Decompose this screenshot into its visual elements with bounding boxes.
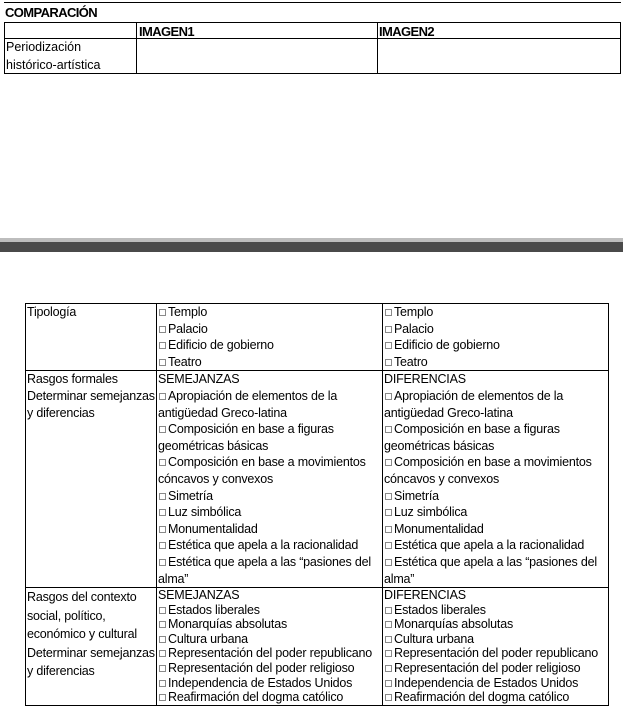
comparison-title: COMPARACIÓN [5, 5, 98, 20]
checkbox-icon[interactable] [159, 665, 166, 672]
row-label-cell [26, 588, 157, 706]
checkbox-icon[interactable] [385, 526, 392, 533]
checklist-item [384, 304, 608, 321]
checklist-item-label: Composición en base a movimientos cóncavos y convexos [384, 455, 592, 486]
separator-band [0, 242, 623, 252]
row-label-cell [26, 371, 157, 588]
checkbox-icon[interactable] [385, 342, 392, 349]
row-label-line: y diferencias [27, 664, 95, 679]
checklist-item [384, 554, 608, 587]
checklist-item [384, 421, 608, 454]
cell-header: SEMEJANZAS [158, 588, 240, 603]
cell-header: DIFERENCIAS [384, 372, 466, 387]
checkbox-icon[interactable] [385, 680, 392, 687]
checkbox-icon[interactable] [159, 359, 166, 366]
image2-cell [383, 304, 609, 371]
checklist-item [158, 617, 382, 632]
checklist-item-label: Composición en base a figuras geométricas básicas [158, 422, 334, 453]
checklist-item-label: Edificio de gobierno [168, 338, 274, 353]
checklist-item-label: Teatro [394, 354, 428, 369]
image1-cell [157, 588, 383, 706]
checklist-item [384, 504, 608, 521]
checkbox-icon[interactable] [385, 621, 392, 628]
checklist-item-label: Estética que apela a la racionalidad [168, 538, 359, 553]
checklist-item [158, 646, 382, 661]
checklist-item-label: Independencia de Estados Unidos [394, 675, 579, 690]
checkbox-icon[interactable] [385, 326, 392, 333]
checklist-item-label: Luz simbólica [394, 505, 468, 520]
row-label-line: y diferencias [27, 405, 95, 420]
checklist-item-label: Representación del poder religioso [168, 661, 355, 676]
checklist-item-label: Estados liberales [394, 602, 486, 617]
column-header-image2: IMAGEN2 [379, 24, 435, 39]
checklist-item-label: Estética que apela a las “pasiones del alma” [158, 554, 371, 586]
checklist-item-label: Teatro [168, 354, 202, 369]
checklist-item [384, 676, 608, 691]
image1-cell [157, 304, 383, 371]
checkbox-icon[interactable] [159, 526, 166, 533]
checkbox-icon[interactable] [385, 493, 392, 500]
checklist-item [158, 454, 382, 487]
row-label-periodizacion: Periodización [6, 40, 82, 54]
checklist-item [158, 504, 382, 521]
checkbox-icon[interactable] [159, 426, 166, 433]
checklist-item [158, 354, 382, 371]
checklist-item [384, 321, 608, 338]
checkbox-icon[interactable] [385, 393, 392, 400]
checkbox-icon[interactable] [385, 665, 392, 672]
cell-header: DIFERENCIAS [384, 588, 466, 603]
checkbox-icon[interactable] [385, 636, 392, 643]
checklist-item-label: Monumentalidad [168, 521, 258, 536]
checklist-item [384, 603, 608, 618]
checklist-item-label: Apropiación de elementos de la antigüedad Greco-latina [158, 388, 338, 420]
checklist-item [384, 646, 608, 661]
checklist-item-label: Estética que apela a la racionalidad [394, 538, 585, 553]
checklist-item [384, 521, 608, 538]
checklist-item [384, 354, 608, 371]
row-label-line: Determinar semejanzas [27, 388, 155, 403]
checklist-item [158, 661, 382, 676]
image1-cell [157, 371, 383, 588]
checkbox-icon[interactable] [385, 459, 392, 466]
checklist-item-label: Composición en base a movimientos cóncavos y convexos [158, 455, 366, 486]
checkbox-icon[interactable] [159, 694, 166, 701]
checklist-item-label: Palacio [394, 321, 434, 336]
checkbox-icon[interactable] [385, 426, 392, 433]
checklist-item [158, 521, 382, 538]
checklist-item-label: Palacio [168, 321, 208, 336]
checklist-item-label: Representación del poder republicano [168, 646, 373, 661]
checkbox-icon[interactable] [385, 509, 392, 516]
checkbox-icon[interactable] [159, 607, 166, 614]
checkbox-icon[interactable] [159, 393, 166, 400]
cell-header: SEMEJANZAS [158, 372, 240, 387]
checklist-item [384, 617, 608, 632]
checkbox-icon[interactable] [159, 559, 166, 566]
checklist-item-label: Monumentalidad [394, 521, 484, 536]
column-header-image1: IMAGEN1 [139, 24, 195, 39]
checklist-item-label: Apropiación de elementos de la antigüedad Greco-latina [384, 388, 564, 420]
row-label-historico-artistica: histórico-artística [6, 58, 101, 72]
checkbox-icon[interactable] [385, 359, 392, 366]
checklist-item [158, 321, 382, 338]
checkbox-icon[interactable] [385, 650, 392, 657]
checklist-item-label: Representación del poder republicano [394, 646, 599, 661]
checklist-item [384, 337, 608, 354]
checklist-item [384, 488, 608, 505]
checkbox-icon[interactable] [385, 607, 392, 614]
row-label-line: Rasgos del contexto [27, 590, 137, 605]
row-label-line: social, político, [27, 608, 106, 623]
checklist-item-label: Edificio de gobierno [394, 338, 500, 353]
checklist-item [158, 690, 382, 705]
checklist-item [158, 388, 382, 421]
checklist-item-label: Reafirmación del dogma católico [168, 690, 344, 705]
checklist-item [158, 632, 382, 647]
checklist-item-label: Monarquías absolutas [394, 617, 513, 632]
checklist-item-label: Luz simbólica [168, 505, 242, 520]
checklist-item-label: Reafirmación del dogma católico [394, 690, 570, 705]
checklist-item [158, 304, 382, 321]
checkbox-icon[interactable] [159, 309, 166, 316]
checklist-item-label: Monarquías absolutas [168, 617, 287, 632]
checkbox-icon[interactable] [159, 342, 166, 349]
image2-cell [383, 371, 609, 588]
comparison-table [4, 2, 621, 74]
checkbox-icon[interactable] [159, 680, 166, 687]
checklist-item-label: Templo [394, 305, 434, 319]
checkbox-icon[interactable] [385, 542, 392, 549]
row-label-line: Rasgos formales [27, 372, 118, 387]
row-label-line: Determinar semejanzas [27, 645, 155, 660]
row-rasgos-formales [26, 371, 609, 588]
row-label-line: Tipología [27, 305, 77, 319]
checkbox-icon[interactable] [159, 542, 166, 549]
row-label-cell [26, 304, 157, 371]
checkbox-icon[interactable] [159, 326, 166, 333]
checklist-item-label: Cultura urbana [168, 631, 248, 646]
checklist-item-label: Estética que apela a las “pasiones del alma” [384, 554, 597, 586]
checklist-item [158, 554, 382, 587]
checklist-item [384, 388, 608, 421]
row-rasgos-contexto [26, 588, 609, 706]
row-label-line: económico y cultural [27, 627, 137, 642]
checklist-item-label: Simetría [168, 488, 213, 503]
checklist-item-label: Templo [168, 305, 208, 319]
checklist-item [384, 661, 608, 676]
checkbox-icon[interactable] [385, 309, 392, 316]
checklist-item [158, 537, 382, 554]
checklist-item [158, 676, 382, 691]
checklist-item-label: Composición en base a figuras geométricas básicas [384, 422, 560, 453]
typology-table [25, 303, 609, 706]
checklist-item [384, 632, 608, 647]
checklist-item-label: Independencia de Estados Unidos [168, 675, 353, 690]
checklist-item-label: Representación del poder religioso [394, 661, 581, 676]
checklist-item [384, 454, 608, 487]
checkbox-icon[interactable] [159, 621, 166, 628]
checklist-item [158, 488, 382, 505]
checkbox-icon[interactable] [159, 493, 166, 500]
checklist-item [384, 690, 608, 705]
row-tipologia [26, 304, 609, 371]
checkbox-icon[interactable] [159, 459, 166, 466]
checkbox-icon[interactable] [159, 509, 166, 516]
checkbox-icon[interactable] [385, 694, 392, 701]
checklist-item-label: Cultura urbana [394, 631, 474, 646]
checkbox-icon[interactable] [159, 650, 166, 657]
checklist-item [158, 603, 382, 618]
image2-cell [383, 588, 609, 706]
checklist-item [158, 421, 382, 454]
checklist-item-label: Simetría [394, 488, 439, 503]
checklist-item [384, 537, 608, 554]
checkbox-icon[interactable] [159, 636, 166, 643]
checkbox-icon[interactable] [385, 559, 392, 566]
checklist-item-label: Estados liberales [168, 602, 260, 617]
checklist-item [158, 337, 382, 354]
